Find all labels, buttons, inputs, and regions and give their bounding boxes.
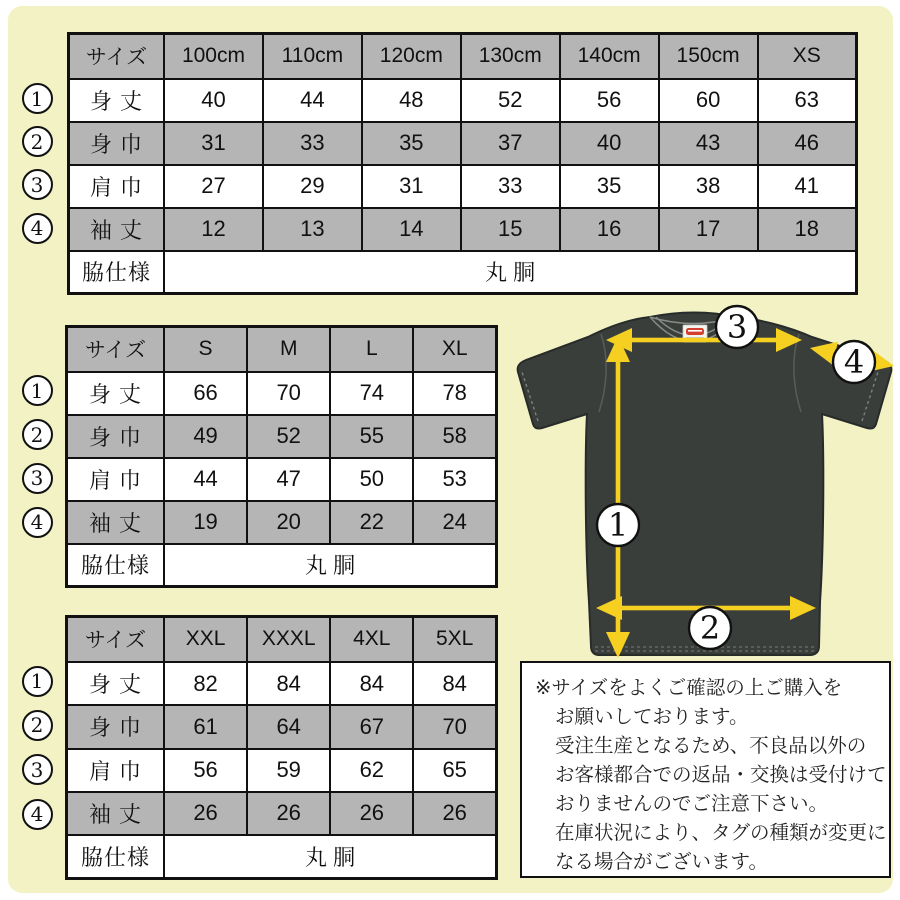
svg-text:4: 4 (843, 343, 865, 381)
measure-row-sleeve-length (67, 792, 497, 835)
body-length-value: 63 (758, 79, 857, 122)
sleeve-length-value: 20 (247, 501, 330, 544)
shoulder-width-value: 41 (758, 165, 857, 208)
size-column-header: XXXL (247, 617, 330, 662)
notice-line: ※サイズをよくご確認の上ご購入を (535, 677, 843, 699)
measure-marker-4: 4 (22, 799, 53, 830)
size-column-header: 110cm (263, 34, 362, 79)
shoulder-width-value: 33 (461, 165, 560, 208)
measure-marker-2: 2 (22, 419, 53, 450)
body-width-value: 31 (164, 122, 263, 165)
body-length-value: 44 (263, 79, 362, 122)
size-header-label: サイズ (67, 327, 165, 372)
adult-size-table (65, 325, 498, 588)
shoulder-width-value: 47 (247, 458, 330, 501)
body-length-label: 身 丈 (67, 662, 165, 705)
measure-marker-3: 3 (22, 754, 53, 785)
sleeve-length-value: 12 (164, 208, 263, 251)
footer-row (67, 835, 497, 878)
sleeve-length-value: 22 (330, 501, 413, 544)
size-column-header: 150cm (659, 34, 758, 79)
purchase-notice-box (520, 661, 891, 878)
body-length-value: 66 (164, 372, 247, 415)
measure-marker-2: 2 (22, 710, 53, 741)
body-length-value: 84 (247, 662, 330, 705)
shoulder-width-label: 肩 巾 (67, 458, 165, 501)
shoulder-width-label: 肩 巾 (69, 165, 165, 208)
body-width-value: 70 (413, 705, 496, 748)
side-spec-label: 脇仕様 (67, 835, 165, 878)
measure-row-body-length (67, 372, 497, 415)
body-length-value: 60 (659, 79, 758, 122)
size-column-header: 100cm (164, 34, 263, 79)
sleeve-length-label: 袖 丈 (69, 208, 165, 251)
notice-line: おりませんのでご注意下さい。 (555, 793, 829, 815)
shoulder-width-value: 59 (247, 749, 330, 792)
sleeve-length-value: 26 (247, 792, 330, 835)
measure-row-body-length (67, 662, 497, 705)
body-width-value: 67 (330, 705, 413, 748)
side-spec-value: 丸 胴 (164, 544, 497, 587)
measure-marker-2: 2 (22, 126, 53, 157)
measure-marker-4: 4 (22, 507, 53, 538)
body-width-label: 身 巾 (67, 415, 165, 458)
plus-table-row-markers (20, 659, 54, 836)
shoulder-width-value: 31 (362, 165, 461, 208)
body-width-value: 55 (330, 415, 413, 458)
size-column-header: L (330, 327, 413, 372)
body-length-value: 82 (164, 662, 247, 705)
side-spec-value: 丸 胴 (164, 251, 857, 294)
body-length-label: 身 丈 (67, 372, 165, 415)
measure-marker-4: 4 (22, 213, 53, 244)
measure-row-body-width (67, 415, 497, 458)
body-length-value: 56 (560, 79, 659, 122)
body-width-value: 35 (362, 122, 461, 165)
sleeve-length-value: 24 (413, 501, 496, 544)
body-length-value: 48 (362, 79, 461, 122)
body-width-value: 37 (461, 122, 560, 165)
diagram-marker-3 (716, 306, 758, 348)
measure-marker-3: 3 (22, 169, 53, 200)
size-column-header: XL (413, 327, 496, 372)
plus-size-table (65, 615, 498, 880)
body-width-value: 33 (263, 122, 362, 165)
notice-line: お願いしております。 (555, 706, 749, 728)
measure-row-body-width (69, 122, 857, 165)
notice-line: 在庫状況により、タグの種類が変更に (555, 822, 887, 844)
sleeve-length-value: 26 (330, 792, 413, 835)
body-width-value: 46 (758, 122, 857, 165)
size-column-header: 5XL (413, 617, 496, 662)
shoulder-width-value: 56 (164, 749, 247, 792)
body-width-value: 43 (659, 122, 758, 165)
kids-size-table (67, 32, 858, 295)
header-row (67, 617, 497, 662)
shoulder-width-value: 29 (263, 165, 362, 208)
notice-line: なる場合がございます。 (555, 851, 768, 873)
body-width-value: 49 (164, 415, 247, 458)
size-column-header: M (247, 327, 330, 372)
sleeve-length-value: 26 (164, 792, 247, 835)
body-width-value: 58 (413, 415, 496, 458)
shoulder-width-value: 27 (164, 165, 263, 208)
size-column-header: XS (758, 34, 857, 79)
size-header-label: サイズ (67, 617, 165, 662)
sleeve-length-value: 14 (362, 208, 461, 251)
shoulder-width-value: 38 (659, 165, 758, 208)
kids-table-row-markers (20, 77, 54, 250)
body-length-value: 74 (330, 372, 413, 415)
diagram-marker-4 (833, 341, 875, 383)
body-length-value: 84 (330, 662, 413, 705)
body-width-value: 64 (247, 705, 330, 748)
body-width-value: 52 (247, 415, 330, 458)
diagram-marker-2 (689, 607, 731, 649)
size-column-header: S (164, 327, 247, 372)
sleeve-length-value: 17 (659, 208, 758, 251)
side-spec-value: 丸 胴 (164, 835, 497, 878)
size-column-header: 140cm (560, 34, 659, 79)
body-width-value: 61 (164, 705, 247, 748)
size-column-header: XXL (164, 617, 247, 662)
shoulder-width-value: 44 (164, 458, 247, 501)
body-width-label: 身 巾 (69, 122, 165, 165)
diagram-marker-1 (597, 504, 639, 546)
shoulder-width-value: 35 (560, 165, 659, 208)
body-width-label: 身 巾 (67, 705, 165, 748)
measure-marker-1: 1 (22, 83, 53, 114)
size-header-label: サイズ (69, 34, 165, 79)
shoulder-width-value: 50 (330, 458, 413, 501)
body-length-value: 84 (413, 662, 496, 705)
measure-marker-3: 3 (22, 463, 53, 494)
size-column-header: 4XL (330, 617, 413, 662)
header-row (67, 327, 497, 372)
tshirt-measurement-diagram (505, 302, 897, 662)
sleeve-length-value: 16 (560, 208, 659, 251)
svg-text:1: 1 (607, 506, 629, 544)
body-length-value: 78 (413, 372, 496, 415)
header-row (69, 34, 857, 79)
body-length-value: 70 (247, 372, 330, 415)
shoulder-width-value: 65 (413, 749, 496, 792)
measure-row-body-width (67, 705, 497, 748)
measure-row-sleeve-length (69, 208, 857, 251)
svg-text:3: 3 (726, 308, 748, 346)
measure-row-shoulder-width (67, 458, 497, 501)
measure-row-shoulder-width (69, 165, 857, 208)
measure-marker-1: 1 (22, 666, 53, 697)
shoulder-width-value: 62 (330, 749, 413, 792)
sleeve-length-value: 18 (758, 208, 857, 251)
sleeve-length-label: 袖 丈 (67, 792, 165, 835)
sleeve-length-value: 19 (164, 501, 247, 544)
adult-table-row-markers (20, 369, 54, 544)
measure-row-shoulder-width (67, 749, 497, 792)
footer-row (69, 251, 857, 294)
body-length-value: 40 (164, 79, 263, 122)
sleeve-length-value: 15 (461, 208, 560, 251)
measure-marker-1: 1 (22, 375, 53, 406)
sleeve-length-label: 袖 丈 (67, 501, 165, 544)
side-spec-label: 脇仕様 (69, 251, 165, 294)
size-column-header: 130cm (461, 34, 560, 79)
shoulder-width-value: 53 (413, 458, 496, 501)
measure-row-sleeve-length (67, 501, 497, 544)
notice-line: お客様都合での返品・交換は受付けて (555, 764, 887, 786)
notice-line: 受注生産となるため、不良品以外の (555, 735, 867, 757)
svg-text:2: 2 (699, 609, 721, 647)
body-length-value: 52 (461, 79, 560, 122)
body-length-label: 身 丈 (69, 79, 165, 122)
measure-row-body-length (69, 79, 857, 122)
footer-row (67, 544, 497, 587)
sleeve-length-value: 26 (413, 792, 496, 835)
shoulder-width-label: 肩 巾 (67, 749, 165, 792)
sleeve-length-value: 13 (263, 208, 362, 251)
size-column-header: 120cm (362, 34, 461, 79)
body-width-value: 40 (560, 122, 659, 165)
side-spec-label: 脇仕様 (67, 544, 165, 587)
